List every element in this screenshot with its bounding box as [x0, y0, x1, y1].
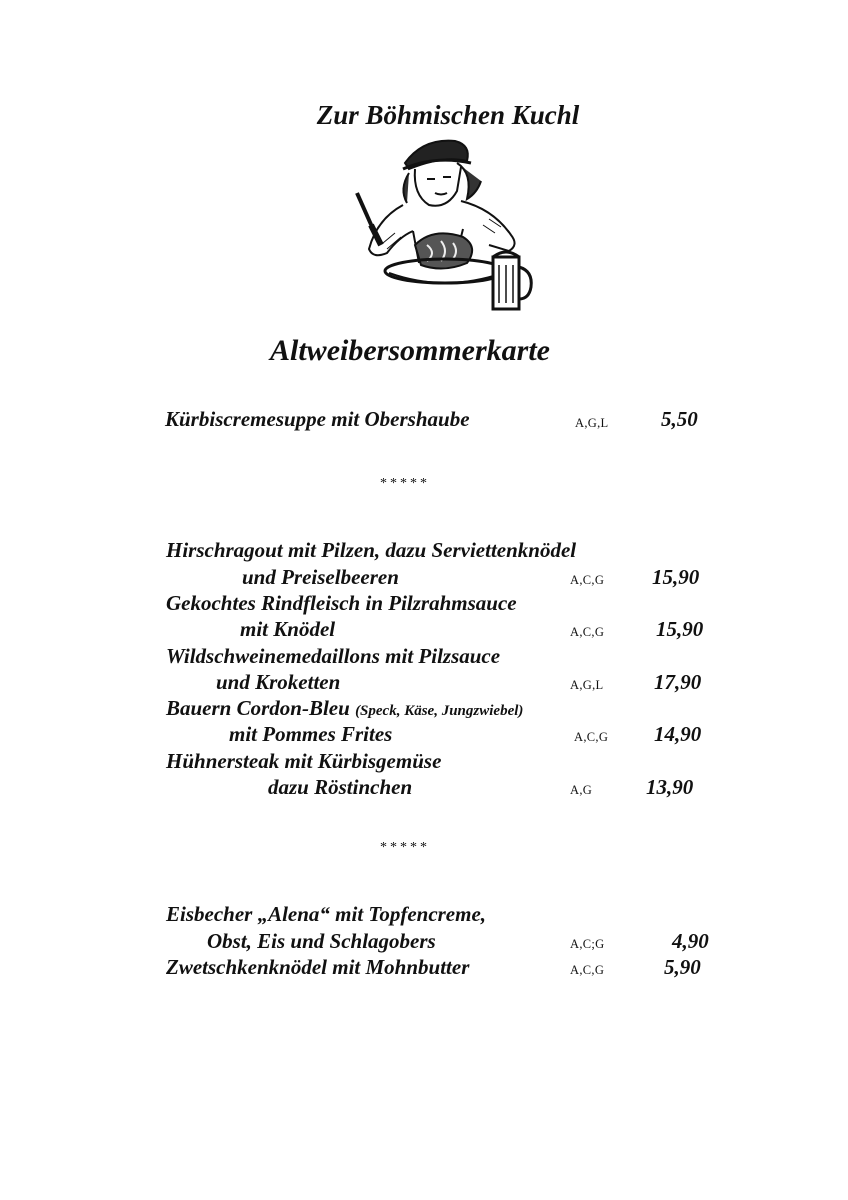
main-4-line1 — [166, 696, 523, 721]
dessert-2-allergens: A,C,G — [570, 963, 605, 977]
main-4-line2: mit Pommes Frites — [229, 722, 393, 746]
dessert-2-price: 5,90 — [664, 955, 701, 979]
main-5-allergens: A,G — [570, 783, 593, 797]
main-3-line1: Wildschweinemedaillons mit Pilzsauce — [166, 644, 501, 668]
main-2-allergens: A,C,G — [570, 625, 605, 639]
soup-name: Kürbiscremesuppe mit Obershaube — [165, 407, 470, 431]
main-2-line1: Gekochtes Rindfleisch in Pilzrahmsauce — [166, 591, 517, 615]
main-3-line2: und Kroketten — [216, 670, 341, 694]
restaurant-name: Zur Böhmischen Kuchl — [316, 100, 580, 130]
dessert-1-allergens: A,C;G — [570, 937, 605, 951]
main-4-allergens: A,C,G — [574, 730, 609, 744]
dessert-1-line1: Eisbecher „Alena“ mit Topfencreme, — [166, 902, 487, 926]
menu-title: Altweibersommerkarte — [270, 334, 550, 367]
main-5-line1: Hühnersteak mit Kürbisgemüse — [166, 749, 442, 773]
main-1-price: 15,90 — [652, 565, 700, 589]
main-5-price: 13,90 — [646, 775, 694, 799]
main-4-line1-name: Bauern Cordon-Bleu — [166, 696, 350, 720]
main-1-line1: Hirschragout mit Pilzen, dazu Serviettenknödel — [166, 538, 577, 562]
main-1-line2: und Preiselbeeren — [242, 565, 399, 589]
cook-carving-roast-illustration-icon — [343, 133, 543, 318]
main-2-price: 15,90 — [656, 617, 704, 641]
main-4-line1-note: (Speck, Käse, Jungzwiebel) — [355, 703, 524, 719]
dessert-2-line1: Zwetschkenknödel mit Mohnbutter — [166, 955, 470, 979]
main-2-line2: mit Knödel — [240, 617, 336, 641]
main-3-allergens: A,G,L — [570, 678, 604, 692]
main-1-allergens: A,C,G — [570, 573, 605, 587]
main-3-price: 17,90 — [654, 670, 702, 694]
soup-price: 5,50 — [661, 407, 698, 431]
main-4-price: 14,90 — [654, 722, 702, 746]
dessert-1-price: 4,90 — [672, 929, 709, 953]
dessert-1-line2: Obst, Eis und Schlagobers — [207, 929, 436, 953]
separator-2: ***** — [380, 840, 430, 855]
separator: ***** — [380, 476, 430, 491]
main-5-line2: dazu Röstinchen — [268, 775, 413, 799]
soup-allergens: A,G,L — [575, 416, 609, 430]
